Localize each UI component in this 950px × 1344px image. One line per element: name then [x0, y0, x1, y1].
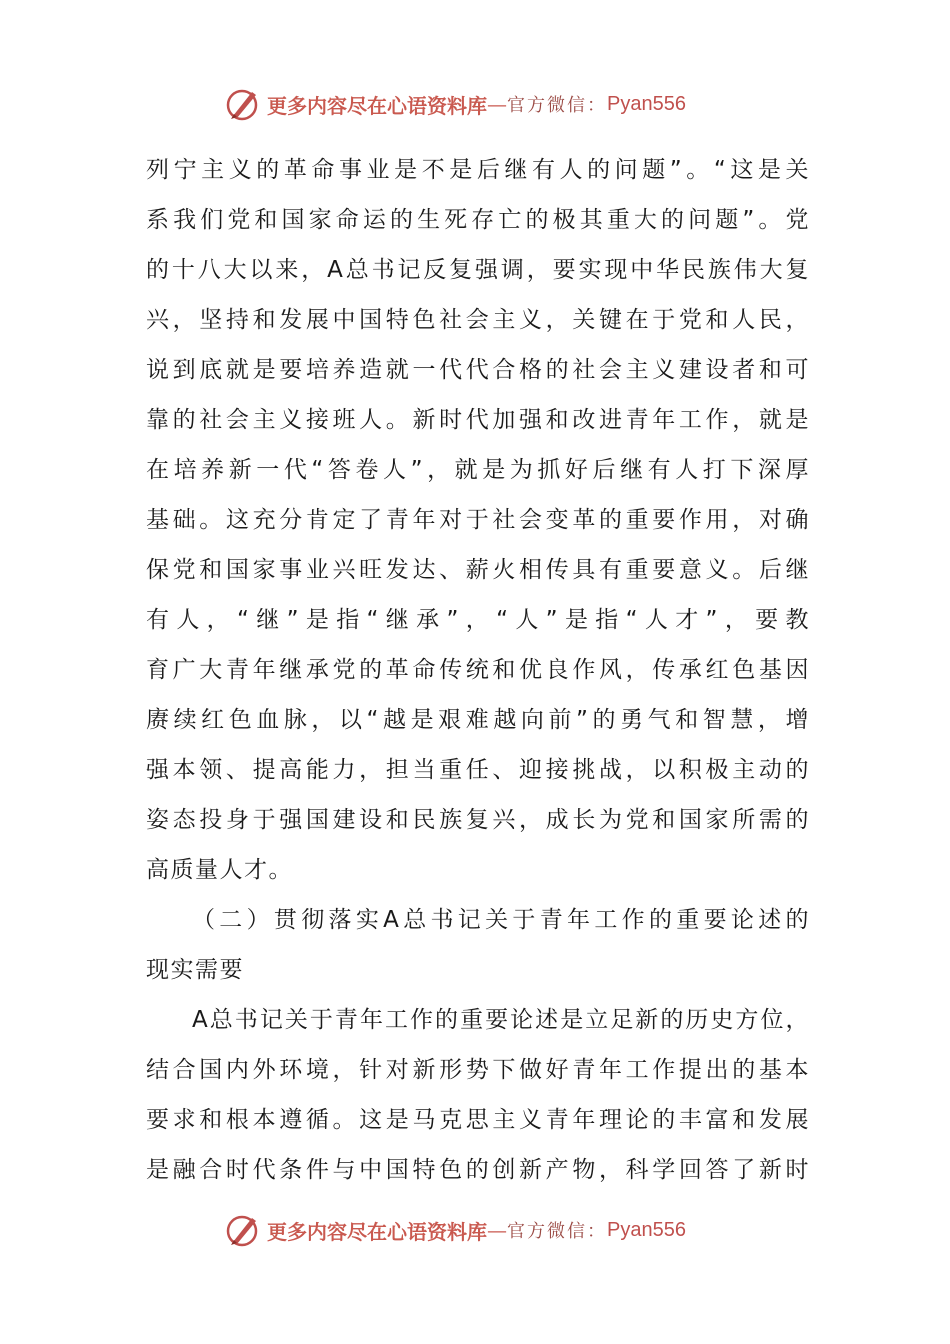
text-line: 保党和国家事业兴旺发达、薪火相传具有重要意义。后继: [146, 557, 810, 583]
banner-separator: —: [487, 1218, 507, 1242]
text-line: 的十八大以来，A总书记反复强调，要实现中华民族伟大复: [146, 257, 810, 283]
text-line: 强本领、提高能力，担当重任、迎接挑战，以积极主动的: [146, 757, 810, 783]
text-line: 高质量人才。: [146, 857, 293, 883]
section-heading: （二）贯彻落实A总书记关于青年工作的重要论述的: [192, 907, 810, 933]
banner-wechat-id: Pyan556: [607, 1218, 686, 1241]
banner-separator: —: [487, 92, 507, 116]
text-line: 系我们党和国家命运的生死存亡的极其重大的问题”。党: [146, 207, 810, 233]
text-line: 说到底就是要培养造就一代代合格的社会主义建设者和可: [146, 357, 810, 383]
text-line: 育广大青年继承党的革命传统和优良作风，传承红色基因: [146, 657, 810, 683]
text-line: 姿态投身于强国建设和民族复兴，成长为党和国家所需的: [146, 807, 810, 833]
banner-wechat-label: 官方微信：: [507, 95, 607, 116]
document-body: [146, 145, 810, 1195]
pen-logo-icon: [225, 1212, 261, 1248]
text-line: 基础。这充分肯定了青年对于社会变革的重要作用，对确: [146, 507, 810, 533]
header-banner: [225, 84, 745, 124]
pen-logo-icon: [225, 86, 261, 122]
text-line: 列宁主义的革命事业是不是后继有人的问题”。“这是关: [146, 157, 810, 183]
text-line: 靠的社会主义接班人。新时代加强和改进青年工作，就是: [146, 407, 810, 433]
text-line: 兴，坚持和发展中国特色社会主义，关键在于党和人民，: [146, 307, 810, 333]
text-line: 要求和根本遵循。这是马克思主义青年理论的丰富和发展: [146, 1107, 810, 1133]
footer-banner: [225, 1210, 745, 1250]
text-line: 在培养新一代“答卷人”，就是为抓好后继有人打下深厚: [146, 457, 810, 483]
banner-title: 更多内容尽在心语资料库: [267, 93, 487, 118]
text-line: A总书记关于青年工作的重要论述是立足新的历史方位，: [192, 1007, 810, 1033]
banner-wechat-id: Pyan556: [607, 92, 686, 115]
text-line: 有人，“继”是指“继承”，“人”是指“人才”，要教: [146, 607, 810, 633]
section-heading-continued: 现实需要: [146, 957, 244, 983]
banner-wechat-label: 官方微信：: [507, 1221, 607, 1242]
text-line: 结合国内外环境，针对新形势下做好青年工作提出的基本: [146, 1057, 810, 1083]
text-line: 是融合时代条件与中国特色的创新产物，科学回答了新时: [146, 1157, 810, 1183]
text-line: 赓续红色血脉，以“越是艰难越向前”的勇气和智慧，增: [146, 707, 810, 733]
banner-title: 更多内容尽在心语资料库: [267, 1219, 487, 1244]
